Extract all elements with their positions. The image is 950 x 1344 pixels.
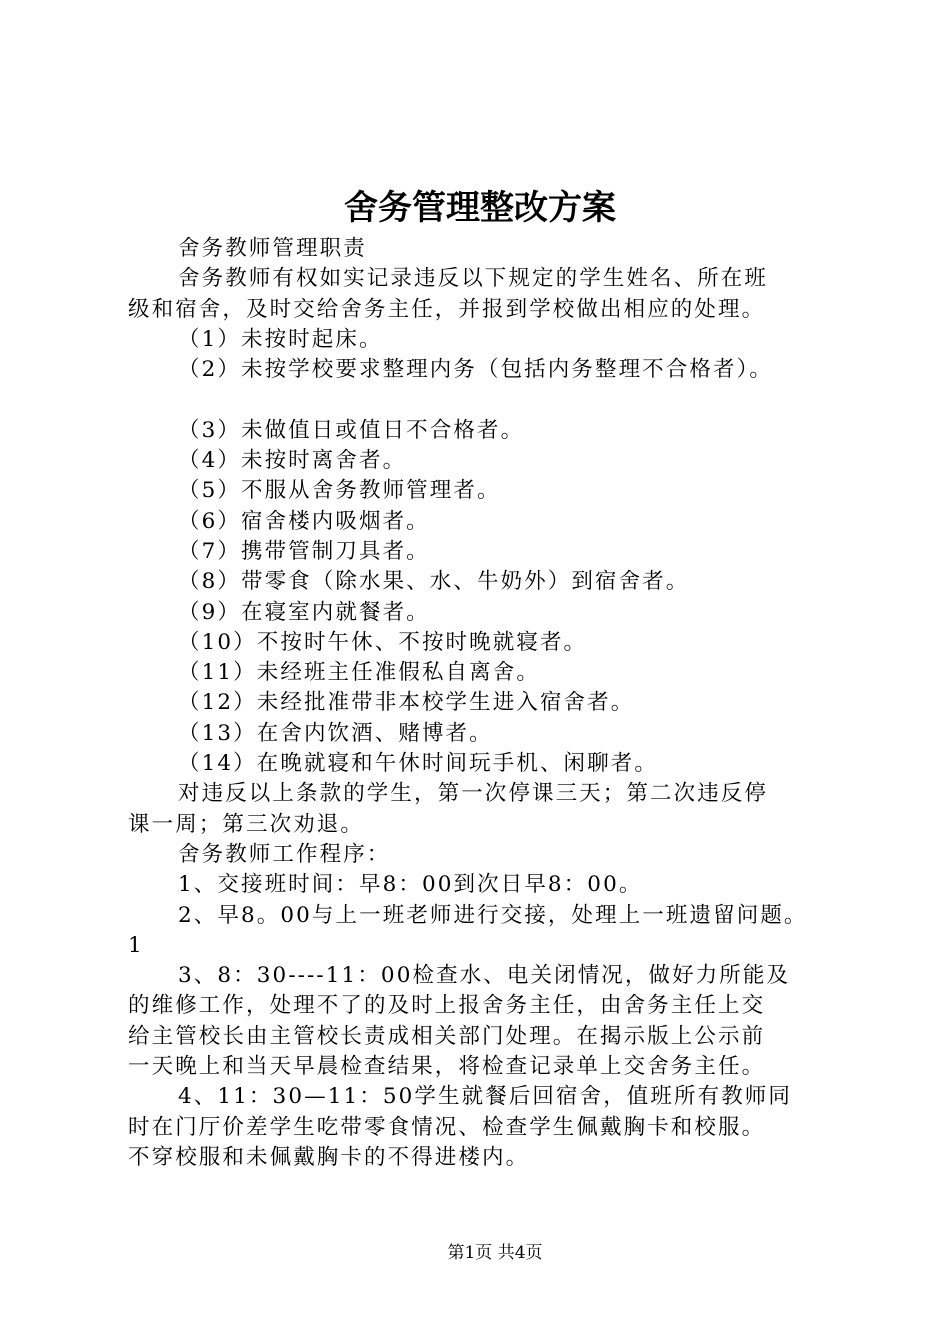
document-title: 舍务管理整改方案: [344, 188, 616, 228]
rule-item-14: （14）在晚就寝和午休时间玩手机、闲聊者。: [178, 751, 658, 777]
procedure-step-3: [128, 961, 848, 1082]
paragraph-line: 课一周；第三次劝退。: [128, 811, 365, 837]
rule-item-6: （6）宿舍楼内吸烟者。: [178, 508, 430, 534]
rule-item-8: （8）带零食（除水果、水、牛奶外）到宿舍者。: [178, 569, 690, 595]
rule-item-2: （2）未按学校要求整理内务（包括内务整理不合格者）。: [178, 357, 774, 383]
paragraph-line: 舍务教师有权如实记录违反以下规定的学生姓名、所在班: [178, 266, 769, 292]
paragraph-penalties: [128, 779, 848, 840]
procedure-step-4: [128, 1082, 848, 1173]
paragraph-line: 2、早8。00与上一班老师进行交接，处理上一班遗留问题。: [178, 902, 808, 928]
paragraph-line: 不穿校服和未佩戴胸卡的不得进楼内。: [128, 1144, 530, 1170]
paragraph-line: 4、11：30—11：50学生就餐后回宿舍，值班所有教师同: [178, 1084, 793, 1110]
paragraph-line: 时在门厅价差学生吃带零食情况、检查学生佩戴胸卡和校服。: [128, 1114, 766, 1140]
paragraph-line: 3、8：30----11：00检查水、电关闭情况，做好力所能及: [178, 963, 791, 989]
procedure-step-2: [128, 901, 848, 962]
rule-item-1: （1）未按时起床。: [178, 326, 383, 352]
paragraph-line: 的维修工作，处理不了的及时上报舍务主任，由舍务主任上交: [128, 993, 766, 1019]
rule-item-13: （13）在舍内饮酒、赌博者。: [178, 720, 493, 746]
paragraph-line: 一天晚上和当天早晨检查结果，将检查记录单上交舍务主任。: [128, 1054, 766, 1080]
paragraph-line: 给主管校长由主管校长责成相关部门处理。在揭示版上公示前: [128, 1023, 766, 1049]
rule-item-11: （11）未经班主任准假私自离舍。: [178, 660, 540, 686]
paragraph-teacher-authority: [128, 264, 848, 325]
rule-item-7: （7）携带管制刀具者。: [178, 538, 430, 564]
rule-item-5: （5）不服从舍务教师管理者。: [178, 478, 501, 504]
blank-line: [128, 385, 848, 415]
rule-item-4: （4）未按时离舍者。: [178, 448, 407, 474]
paragraph-line: 1: [128, 932, 144, 958]
rule-item-9: （9）在寝室内就餐者。: [178, 599, 430, 625]
rule-item-10: （10）不按时午休、不按时晚就寝者。: [178, 629, 588, 655]
page-number-footer: 第1页 共4页: [447, 1243, 543, 1263]
section-heading-procedure: 舍务教师工作程序：: [178, 841, 391, 867]
section-heading-duties: 舍务教师管理职责: [178, 236, 367, 261]
procedure-step-1: 1、交接班时间：早8：00到次日早8：00。: [178, 872, 643, 898]
paragraph-line: 级和宿舍，及时交给舍务主任，并报到学校做出相应的处理。: [128, 296, 766, 322]
rule-item-3: （3）未做值日或值日不合格者。: [178, 417, 525, 443]
rule-item-12: （12）未经批准带非本校学生进入宿舍者。: [178, 690, 635, 716]
paragraph-line: 对违反以上条款的学生，第一次停课三天；第二次违反停: [178, 781, 769, 807]
document-body: [128, 234, 848, 1173]
